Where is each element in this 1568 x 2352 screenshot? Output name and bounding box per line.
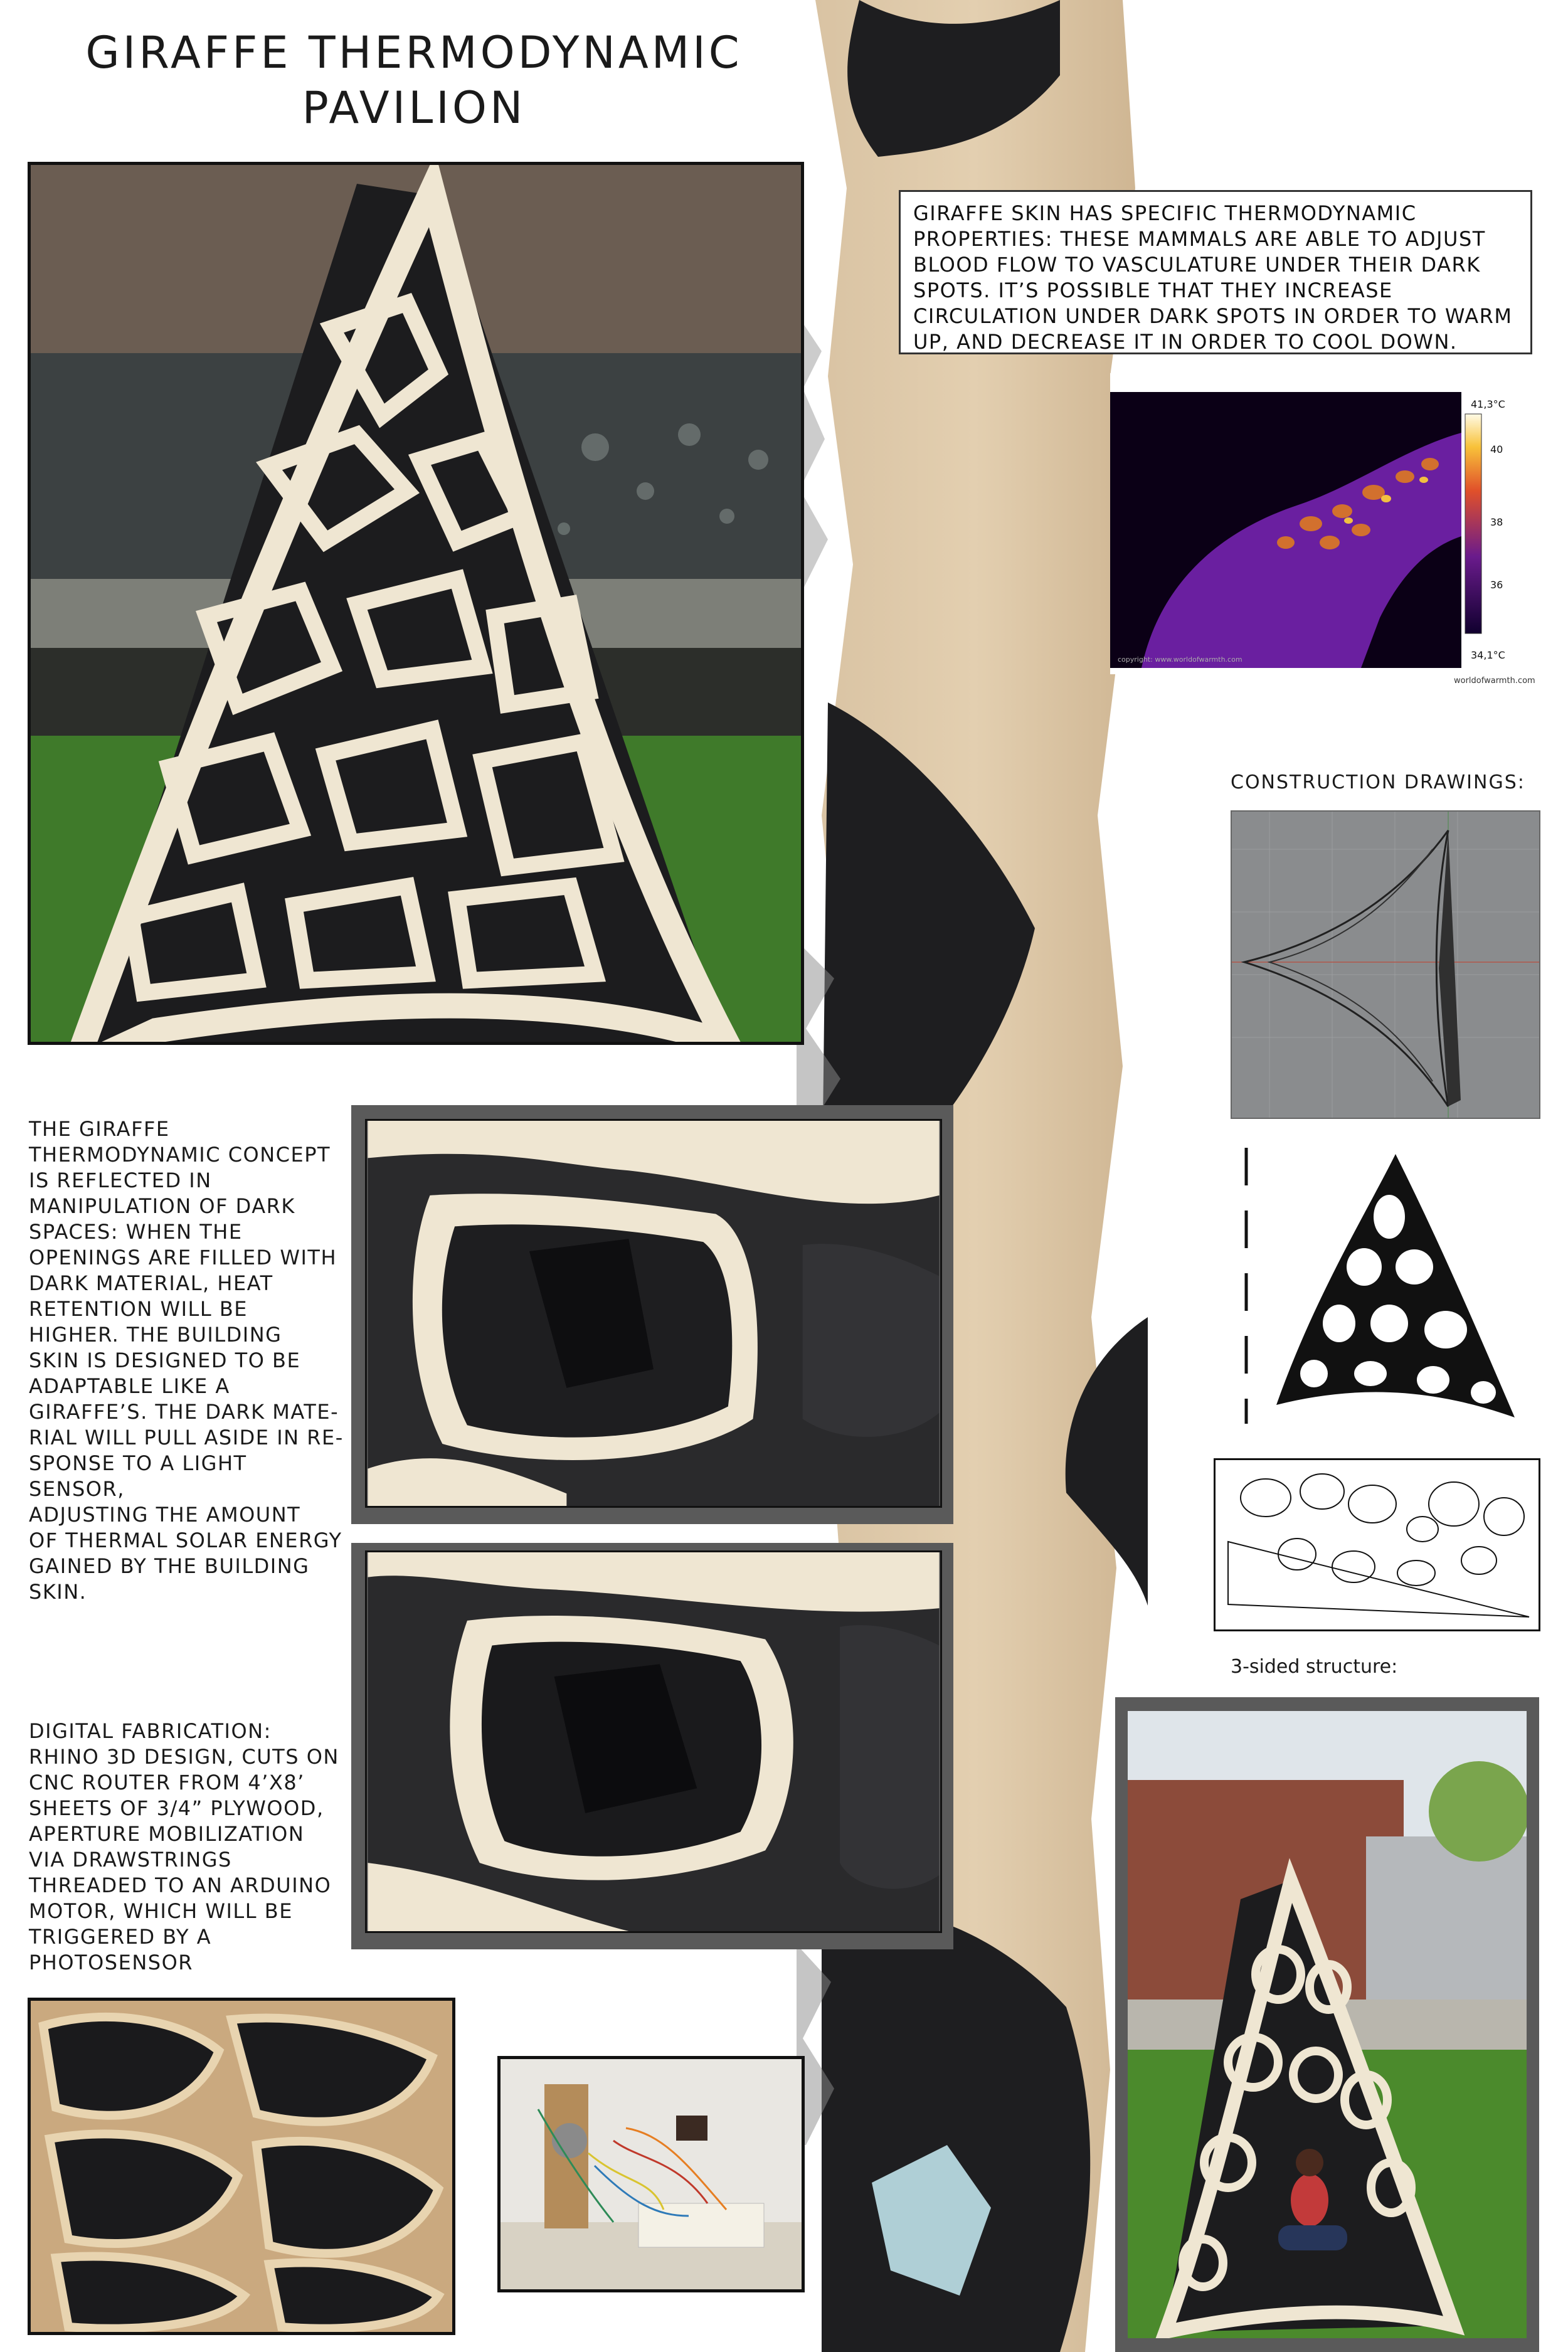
concept-line: IS REFLECTED IN (29, 1168, 212, 1192)
arduino-circuit-photo (497, 2056, 805, 2292)
fabrication-line: DIGITAL FABRICATION: (29, 1719, 272, 1743)
concept-line: THERMODYNAMIC CONCEPT (29, 1143, 331, 1167)
concept-line: MANIPULATION OF DARK (29, 1194, 295, 1218)
thermal-scale-max: 41,3°C (1471, 398, 1505, 410)
concept-line: OF THERMAL SOLAR ENERGY (29, 1528, 342, 1552)
thermal-scale-min: 34,1°C (1471, 649, 1505, 661)
concept-line: SKIN IS DESIGNED TO BE (29, 1348, 301, 1372)
concept-line: HIGHER. THE BUILDING (29, 1323, 282, 1347)
fabrication-line: RHINO 3D DESIGN, CUTS ON (29, 1745, 339, 1769)
concept-line: GAINED BY THE BUILDING (29, 1554, 310, 1578)
concept-text (29, 1116, 349, 1605)
fabrication-line: APERTURE MOBILIZATION (29, 1822, 305, 1846)
page-title (25, 25, 803, 135)
title-line-1: GIRAFFE THERMODYNAMIC (85, 27, 743, 78)
thermal-scale-tick-2: 38 (1490, 516, 1503, 528)
fabrication-text (29, 1719, 349, 1976)
title-line-2: PAVILION (302, 82, 526, 134)
concept-line: OPENINGS ARE FILLED WITH (29, 1246, 337, 1269)
elevation-drawing (1239, 1142, 1540, 1430)
thermal-scale-tick-1: 40 (1490, 443, 1503, 455)
concept-line: RETENTION WILL BE (29, 1297, 248, 1321)
concept-line: SPONSE TO A LIGHT SENSOR, (29, 1451, 247, 1501)
three-sided-photo-frame (1115, 1697, 1539, 2352)
plywood-parts-photo (28, 1998, 455, 2335)
thermal-image (1110, 373, 1518, 674)
concept-line: GIRAFFE’S. THE DARK MATE- (29, 1400, 339, 1424)
aperture-detail-photo-1-frame (351, 1105, 953, 1524)
fabrication-line: MOTOR, WHICH WILL BE (29, 1899, 293, 1923)
thermal-credit: worldofwarmth.com (1454, 676, 1535, 686)
three-sided-label: 3-sided structure: (1231, 1656, 1398, 1678)
intro-text-box (899, 190, 1532, 354)
concept-line: DARK MATERIAL, HEAT (29, 1271, 273, 1295)
fabrication-line: PHOTOSENSOR (29, 1951, 193, 1974)
concept-line: RIAL WILL PULL ASIDE IN RE- (29, 1426, 344, 1449)
construction-drawings-label: CONSTRUCTION DRAWINGS: (1231, 771, 1525, 793)
concept-line: SKIN. (29, 1580, 87, 1604)
concept-line: ADAPTABLE LIKE A (29, 1374, 230, 1398)
concept-line: THE GIRAFFE (29, 1117, 170, 1141)
fabrication-line: CNC ROUTER FROM 4’X8’ (29, 1771, 305, 1794)
main-pavilion-photo (28, 162, 804, 1045)
concept-line: SPACES: WHEN THE (29, 1220, 243, 1244)
thermal-watermark: copyright: www.worldofwarmth.com (1118, 655, 1242, 664)
fabrication-line: SHEETS OF 3/4” PLYWOOD, (29, 1796, 324, 1820)
cad-viewport-drawing (1231, 810, 1540, 1119)
fabrication-line: THREADED TO AN ARDUINO (29, 1873, 332, 1897)
intro-text: GIRAFFE SKIN HAS SPECIFIC THERMODYNAMIC PROPERTIES: THESE MAMMALS ARE ABLE TO ADJUST BLOOD FLOW TO VASCULATURE UNDER THEIR DARK SPOTS. IT’S POSSIBLE THAT THEY INCREASE CIRCULATION UNDER DARK SPOTS IN ORDER TO WARM UP, AND DECREASE IT IN ORDER TO COOL DOWN. (913, 201, 1513, 354)
fabrication-line: VIA DRAWSTRINGS (29, 1848, 232, 1872)
aperture-detail-photo-2-frame (351, 1543, 953, 1949)
cut-sheet-drawing (1214, 1458, 1540, 1631)
concept-line: ADJUSTING THE AMOUNT (29, 1503, 301, 1527)
thermal-scale-tick-3: 36 (1490, 579, 1503, 591)
fabrication-line: TRIGGERED BY A (29, 1925, 212, 1949)
